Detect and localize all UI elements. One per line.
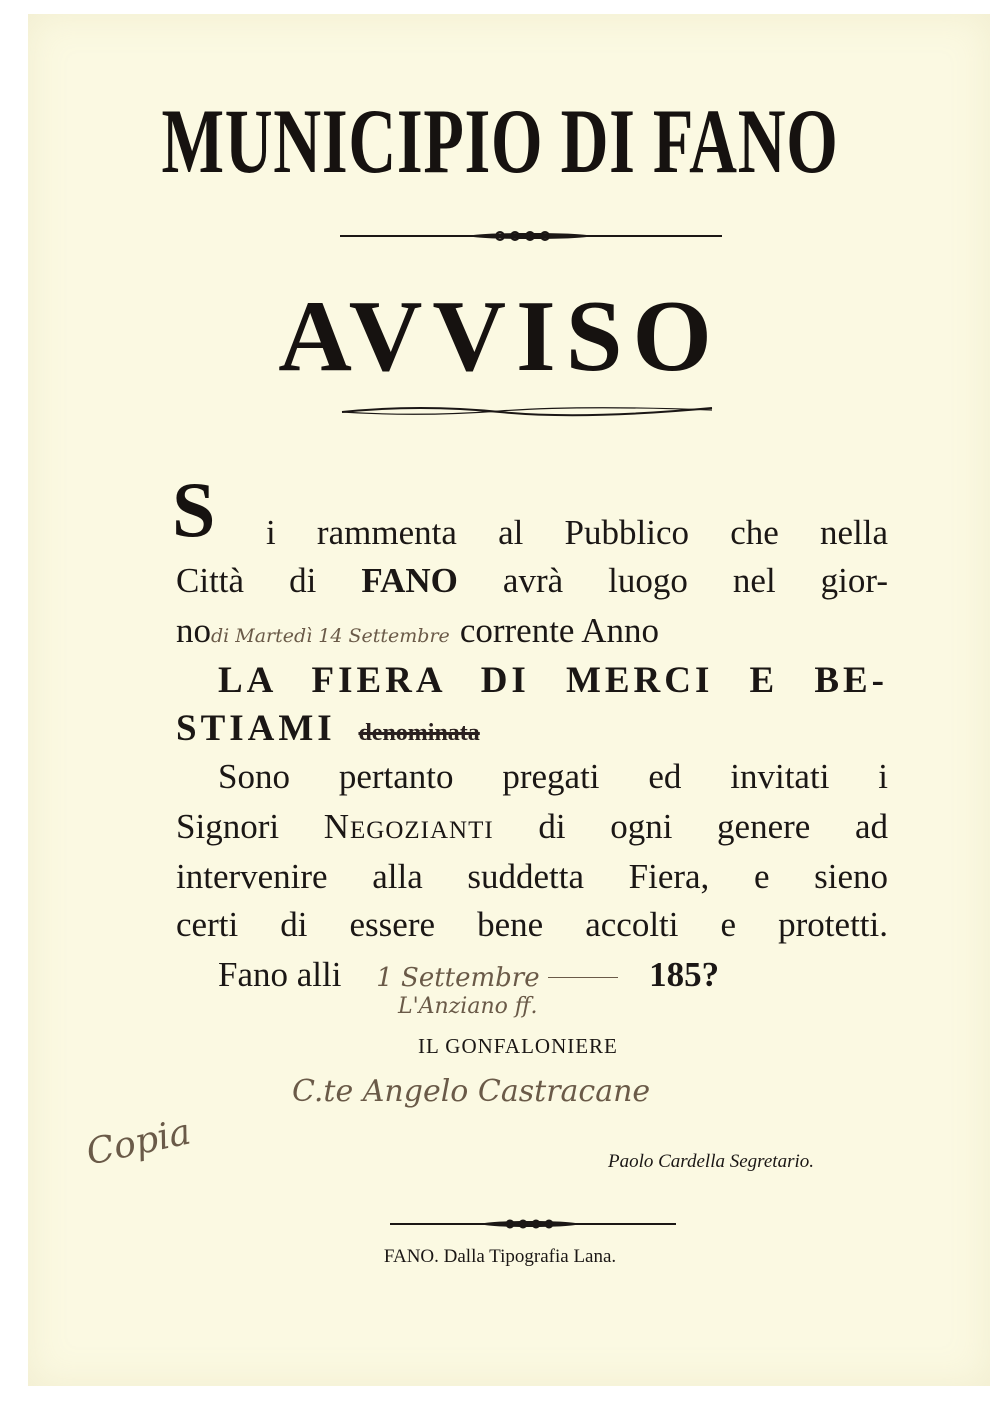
text-line-3 [176,610,888,657]
handwritten-fair-date: di Martedì 14 Settembre [211,625,450,647]
text-segment: Città di [176,561,317,600]
dateline-year: 185? [649,955,720,994]
drop-cap: S [172,466,216,553]
page-title: MUNICIPIO DI FANO [161,90,839,192]
struck-word: denominata [358,720,480,746]
dateline [218,954,918,999]
dateline-prefix: Fano alli [218,955,342,994]
text-line-6: Sono pertanto pregati ed invitati i [218,757,888,796]
fair-announcement-line: LA FIERA DI MERCI E BE- [218,660,888,701]
text-segment: no [176,611,211,650]
text-segment: Signori [176,807,280,846]
date-flourish [548,977,618,978]
text-segment: di ogni genere ad [538,807,888,846]
handwritten-signature: C.te Angelo Castracane [292,1074,651,1109]
printer-imprint: FANO. Dalla Tipografia Lana. [383,1246,617,1267]
text-segment: corrente Anno [459,611,660,650]
text-segment: avrà luogo nel gior- [502,561,889,600]
text-line-5 [176,708,888,754]
text-line-8: intervenire alla suddetta Fiera, e sieno [176,857,888,896]
ornament-divider-top [0,226,1000,246]
text-line-2 [176,560,888,602]
fair-announcement-end: STIAMI [176,708,336,749]
handwritten-date: 1 Settembre [376,963,540,993]
secretary-signature: Paolo Cardella Segretario. [608,1151,814,1172]
ornament-divider-bottom [0,1214,1000,1234]
office-title: IL GONFALONIERE [418,1034,618,1058]
ornament-divider-swash [0,400,1000,424]
handwritten-note: L'Anziano ff. [398,994,538,1019]
handwritten-copia: Copia [82,1111,195,1174]
text-line-7 [176,806,888,848]
city-name: FANO [361,561,458,600]
notice-heading: AVVISO [278,280,722,393]
text-line-9: certi di essere bene accolti e protetti. [176,905,888,944]
merchants-word: Negozianti [323,807,494,846]
text-line-1: i rammenta al Pubblico che nella [266,513,888,552]
